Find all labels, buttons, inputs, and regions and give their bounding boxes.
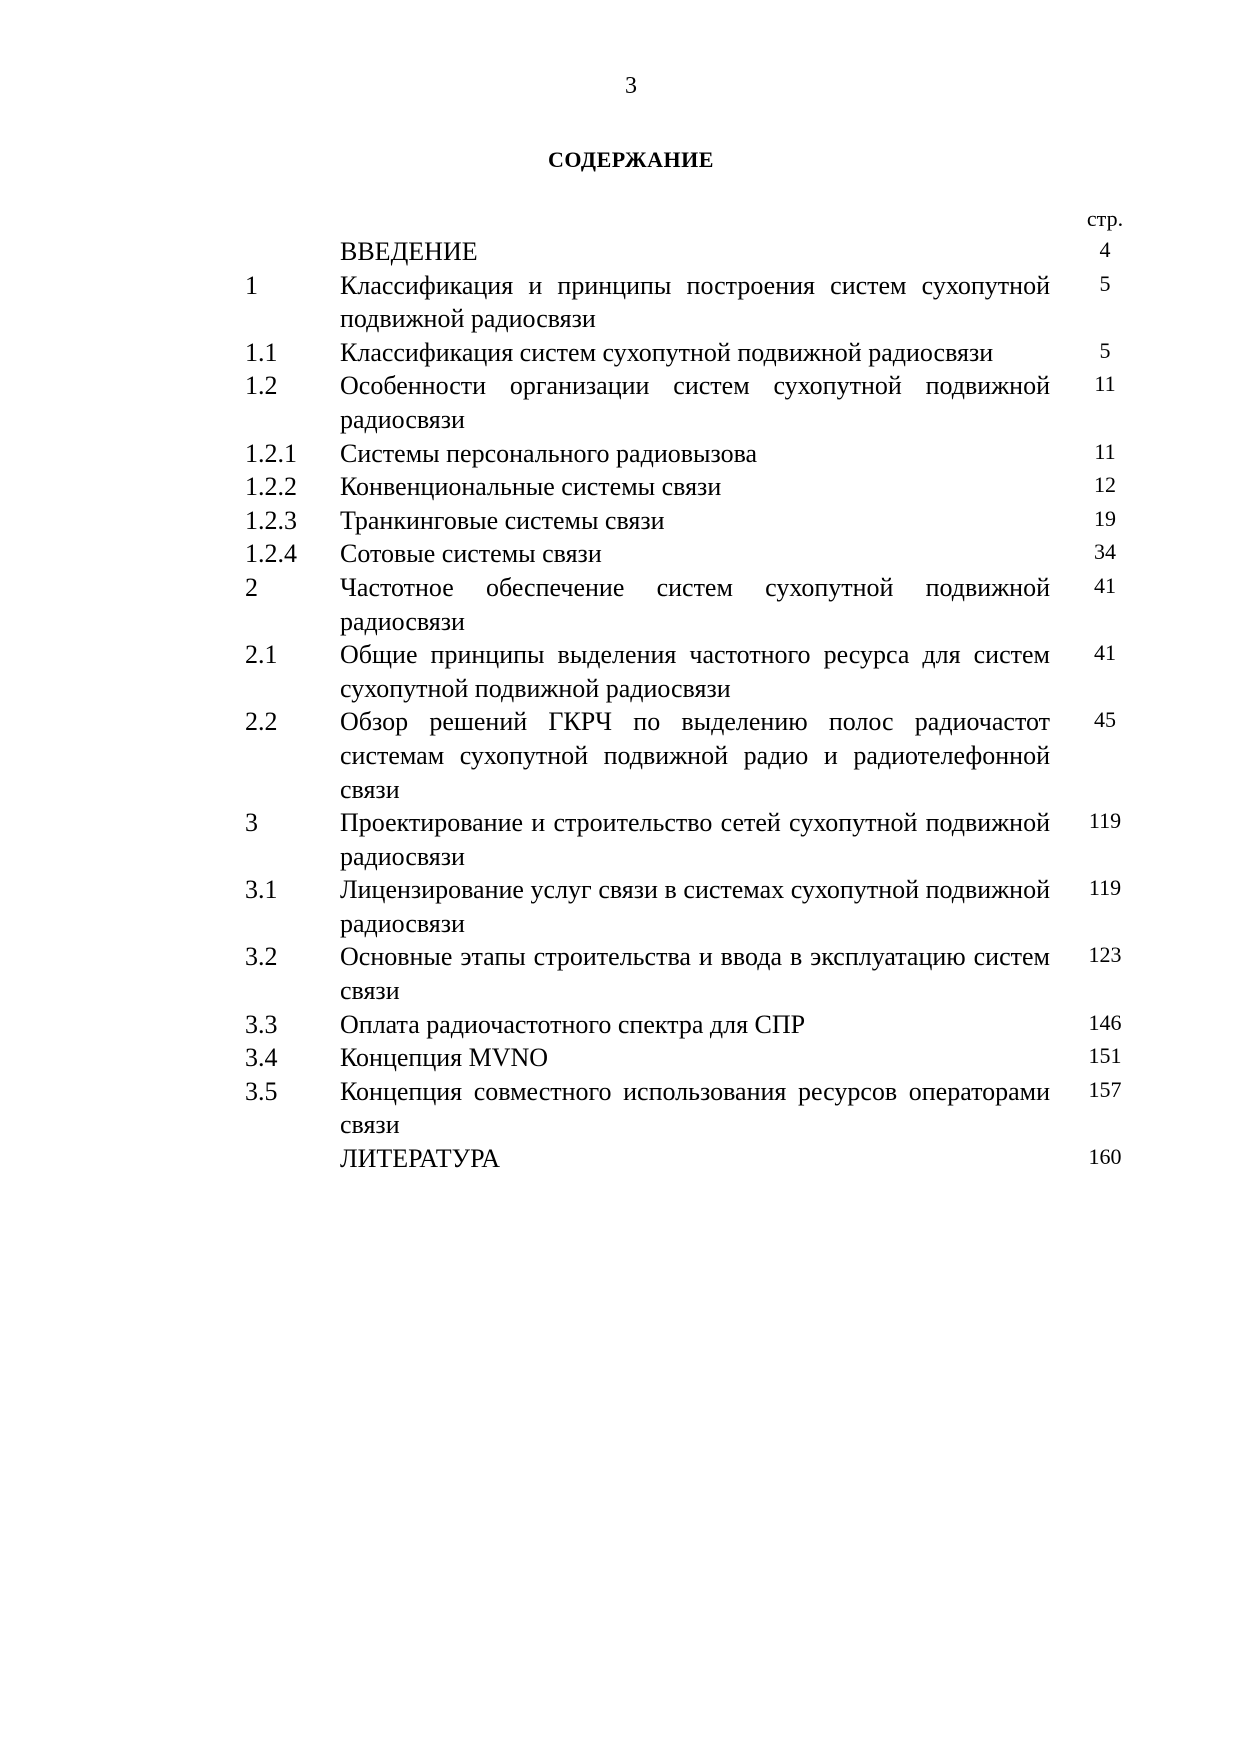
toc-entry-title: Транкинговые системы связи: [340, 505, 665, 535]
toc-entry-number: 2.2: [245, 707, 278, 737]
toc-entry-page: 11: [1094, 438, 1116, 464]
toc-entry: [0, 470, 1241, 504]
toc-entry-number: 1: [245, 270, 258, 300]
toc-entry-page: 41: [1094, 640, 1116, 666]
toc-entry-number: 3.5: [245, 1076, 278, 1106]
toc-entry-number: 2.1: [245, 640, 278, 670]
toc-entry-number: 1.2.1: [245, 438, 297, 468]
toc-entry-page: 5: [1099, 337, 1111, 363]
toc-entry: [0, 940, 1241, 1007]
toc-entry: [0, 1041, 1241, 1075]
table-of-contents: [0, 235, 1241, 1176]
toc-entry-title: Особенности организации систем сухопутной подвижной радиосвязи: [340, 371, 1050, 434]
toc-entry-title: Сотовые системы связи: [340, 539, 602, 569]
toc-entry-title: Концепция MVNO: [340, 1043, 549, 1073]
toc-entry: [0, 504, 1241, 538]
toc-entry: [0, 235, 1241, 269]
toc-entry-number: 3.1: [245, 875, 278, 905]
page-column-label: стр.: [1086, 206, 1124, 231]
toc-entry-number: 1.1: [245, 337, 278, 367]
toc-entry-page: 151: [1088, 1043, 1122, 1069]
toc-entry-number: 3.2: [245, 942, 278, 972]
toc-entry-number: 2: [245, 572, 258, 602]
toc-entry-page: 157: [1088, 1076, 1122, 1102]
toc-entry-page: 160: [1088, 1144, 1122, 1170]
toc-entry-page: 119: [1088, 808, 1122, 834]
toc-entry-number: 1.2.2: [245, 472, 297, 502]
toc-entry-title: Конвенциональные системы связи: [340, 472, 722, 502]
toc-entry-page: 119: [1088, 875, 1122, 901]
page-title: СОДЕРЖАНИЕ: [548, 147, 714, 172]
toc-entry: [0, 1075, 1241, 1142]
toc-entry: [0, 806, 1241, 873]
toc-entry-title: Классификация и принципы построения систем сухопутной подвижной радиосвязи: [340, 270, 1050, 334]
toc-entry-page: 5: [1099, 270, 1111, 296]
toc-entry: [0, 336, 1241, 370]
toc-entry-title: ЛИТЕРАТУРА: [340, 1144, 500, 1174]
toc-entry-number: 3: [245, 808, 258, 838]
toc-entry-page: 123: [1088, 942, 1122, 968]
toc-entry: [0, 1008, 1241, 1042]
toc-entry-title: Общие принципы выделения частотного ресурса для систем сухопутной подвижной радиосвязи: [340, 640, 1050, 703]
toc-entry-page: 41: [1094, 572, 1116, 598]
toc-entry-title: ВВЕДЕНИЕ: [340, 237, 478, 266]
toc-entry-title: Частотное обеспечение систем сухопутной подвижной радиосвязи: [340, 572, 1050, 636]
toc-entry-title: Основные этапы строительства и ввода в эксплуатацию систем связи: [340, 942, 1050, 1006]
page-number: 3: [625, 73, 637, 99]
toc-entry-title: Оплата радиочастотного спектра для СПР: [340, 1009, 806, 1039]
toc-entry-page: 12: [1094, 472, 1116, 498]
toc-entry: [0, 873, 1241, 940]
toc-entry-number: 1.2.3: [245, 505, 297, 535]
toc-entry-title: Проектирование и строительство сетей сухопутной подвижной радиосвязи: [340, 808, 1050, 871]
toc-entry-page: 4: [1099, 237, 1111, 262]
toc-entry-title: Лицензирование услуг связи в системах сухопутной подвижной радиосвязи: [340, 875, 1050, 938]
toc-entry-page: 45: [1094, 707, 1116, 733]
toc-entry-number: 1.2.4: [245, 539, 297, 569]
toc-entry-title: Концепция совместного использования ресурсов операторами связи: [340, 1076, 1050, 1140]
toc-entry-page: 34: [1094, 539, 1116, 565]
toc-entry-page: 146: [1088, 1009, 1122, 1035]
toc-entry: [0, 571, 1241, 638]
toc-entry-title: Системы персонального радиовызова: [340, 438, 758, 468]
toc-entry: [0, 1142, 1241, 1176]
toc-entry-number: 1.2: [245, 371, 278, 401]
toc-entry-number: 3.4: [245, 1043, 278, 1073]
toc-entry: [0, 705, 1241, 806]
toc-entry: [0, 369, 1241, 436]
toc-entry-title: Обзор решений ГКРЧ по выделению полос радиочастот системам сухопутной подвижной радио и радиотелефонной связи: [340, 707, 1050, 804]
toc-entry-page: 19: [1094, 505, 1116, 531]
toc-entry: [0, 269, 1241, 336]
toc-entry: [0, 537, 1241, 571]
toc-entry: [0, 638, 1241, 705]
toc-entry: [0, 437, 1241, 471]
toc-entry-page: 11: [1094, 371, 1116, 397]
toc-entry-number: 3.3: [245, 1009, 278, 1039]
toc-entry-title: Классификация систем сухопутной подвижной радиосвязи: [340, 337, 994, 367]
